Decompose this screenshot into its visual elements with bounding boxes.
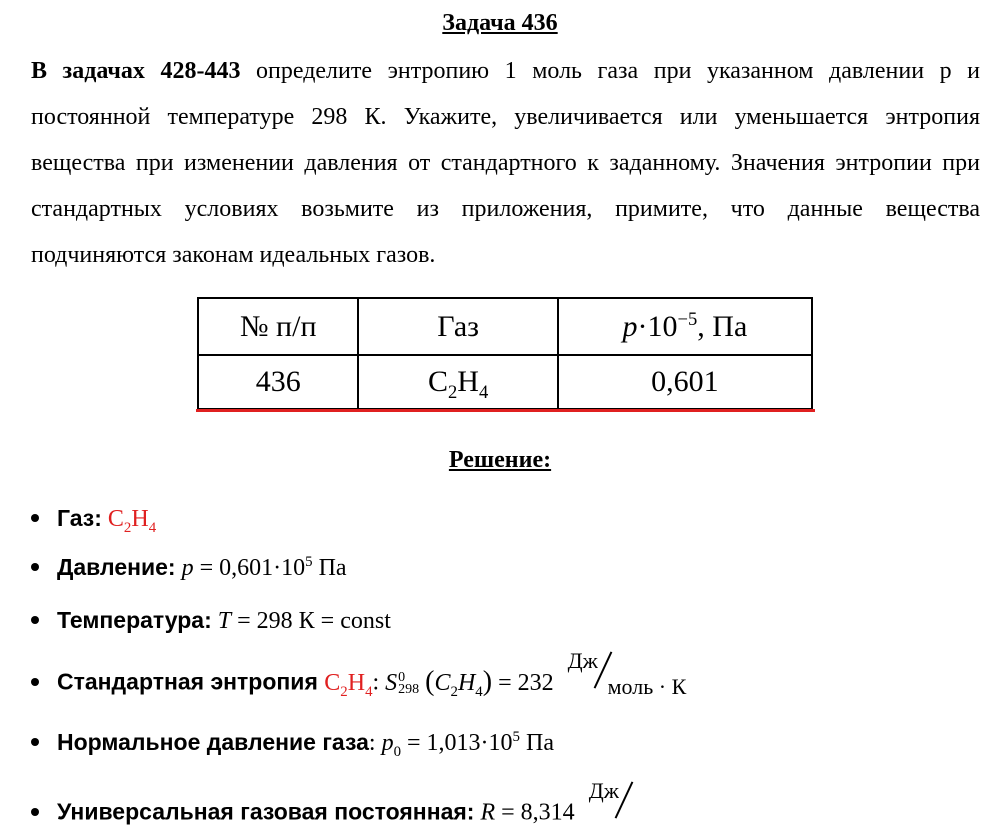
entropy-colon: : bbox=[372, 669, 380, 696]
bullet-temperature bbox=[31, 607, 391, 635]
normal-pressure-label: Нормальное давление газа bbox=[57, 729, 369, 755]
entropy-label: Стандартная энтропия bbox=[57, 668, 325, 695]
gas-constant-formula: R = 8,314 bbox=[480, 799, 575, 826]
bullet-dot bbox=[31, 678, 39, 686]
unit-numerator: Дж bbox=[588, 778, 619, 803]
bullet-gas-constant bbox=[31, 778, 649, 834]
cell-gas bbox=[358, 355, 557, 409]
bullet-gas bbox=[31, 505, 157, 536]
header-pressure bbox=[558, 298, 812, 355]
problem-text: определите энтропию 1 моль газа при указанном давлении p и постоянной температуре 298 К. Укажите, увеличивается или уменьшается энтропия вещества при изменении давления от стандартного к заданному. Значения энтропии при стандартных условиях возьмите из приложения, примите, что данные вещества подчиняются законам идеальных газов. bbox=[31, 58, 981, 268]
bullet-dot bbox=[31, 563, 39, 571]
pressure-exp: −5 bbox=[677, 308, 698, 330]
gas-c: C bbox=[427, 365, 448, 398]
bullet-normal-pressure bbox=[31, 729, 554, 760]
temperature-formula: T = 298 К = const bbox=[217, 608, 391, 634]
unit-numerator: Дж bbox=[567, 648, 598, 673]
solution-title: Решение: bbox=[448, 447, 552, 473]
bullet-dot bbox=[31, 738, 39, 746]
bullet-dot bbox=[31, 808, 39, 816]
data-table bbox=[197, 297, 813, 410]
gas-constant-unit bbox=[588, 778, 649, 834]
cell-number: 436 bbox=[198, 355, 358, 409]
gas-label: Газ: bbox=[57, 505, 102, 531]
entropy-formula: S 0 298 $(C_2H_4) = 232$ bbox=[385, 665, 554, 700]
temperature-label: Температура: bbox=[57, 607, 212, 633]
unit-denominator: моль · К bbox=[607, 674, 687, 699]
problem-statement bbox=[31, 48, 980, 278]
bullet-dot bbox=[31, 616, 39, 624]
gas-c-sub: 2 bbox=[448, 382, 458, 403]
bullet-pressure bbox=[31, 554, 347, 582]
bullet-entropy bbox=[31, 648, 698, 704]
normal-pressure-formula: $p_0 = 1,013\cdot 10^5$ Па bbox=[381, 729, 554, 760]
table-header-row bbox=[198, 298, 812, 355]
pressure-formula: $p = 0,601\cdot 10^5$ Па bbox=[181, 554, 347, 581]
problem-range: В задачах 428-443 bbox=[31, 58, 241, 84]
problem-title: Задача 436 bbox=[442, 10, 558, 36]
table-row bbox=[198, 355, 812, 409]
cell-pressure: 0,601 bbox=[558, 355, 812, 409]
entropy-unit bbox=[567, 648, 698, 704]
gas-formula: $C_2H_4$ bbox=[107, 506, 157, 536]
gas-h: H bbox=[457, 365, 479, 398]
normal-pressure-colon: : bbox=[368, 730, 376, 756]
pressure-unit: , Па bbox=[697, 309, 748, 343]
pressure-mult: ·10 bbox=[637, 309, 678, 343]
pressure-var: p bbox=[622, 309, 638, 343]
header-gas: Газ bbox=[358, 298, 557, 355]
pressure-label: Давление: bbox=[57, 554, 176, 580]
entropy-formula-name: $C_2H_4$ bbox=[324, 669, 373, 700]
gas-h-sub: 4 bbox=[478, 382, 489, 403]
table-underline bbox=[196, 409, 815, 412]
header-number: № п/п bbox=[198, 298, 358, 355]
bullet-dot bbox=[31, 514, 39, 522]
gas-constant-label: Универсальная газовая постоянная: bbox=[57, 798, 475, 825]
